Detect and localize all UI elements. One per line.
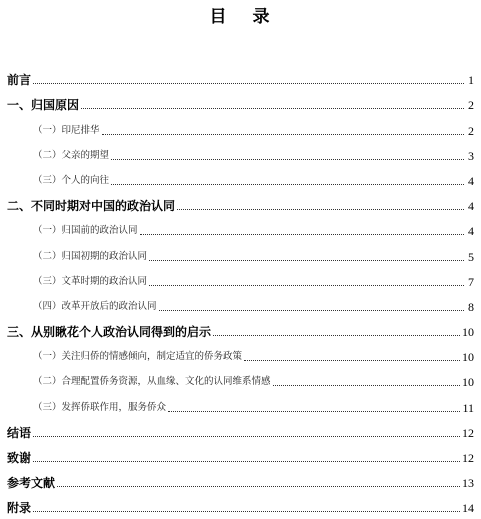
toc-entry[interactable] bbox=[0, 217, 481, 242]
toc-entry-label: 结语 bbox=[7, 425, 32, 440]
toc-entry-label: 致谢 bbox=[7, 451, 32, 465]
toc-entry-page-number: 4 bbox=[468, 199, 474, 214]
toc-entry[interactable] bbox=[0, 66, 481, 91]
toc-entry-page-number: 10 bbox=[462, 325, 474, 340]
dot-leader bbox=[149, 259, 464, 261]
toc-entry-label: （三）发挥侨联作用，服务侨众 bbox=[33, 401, 167, 413]
toc-entry[interactable] bbox=[0, 444, 481, 469]
dot-leader bbox=[33, 435, 460, 437]
toc-entry-page-number: 4 bbox=[468, 224, 474, 239]
toc-entry-page-number: 10 bbox=[462, 350, 474, 365]
toc-entry-page-number: 11 bbox=[462, 400, 474, 415]
dot-leader bbox=[102, 133, 464, 135]
toc-entry[interactable] bbox=[0, 242, 481, 267]
toc-entry-label: （二）归国初期的政治认同 bbox=[33, 250, 148, 262]
dot-leader bbox=[149, 284, 464, 286]
dot-leader bbox=[140, 233, 464, 235]
toc-entry[interactable] bbox=[0, 318, 481, 343]
dot-leader bbox=[244, 359, 460, 361]
table-of-contents bbox=[0, 66, 481, 519]
toc-entry[interactable] bbox=[0, 393, 481, 418]
toc-entry-label: 一、归国原因 bbox=[7, 98, 80, 113]
toc-entry-page-number: 8 bbox=[468, 299, 474, 314]
toc-entry-page-number: 3 bbox=[468, 148, 474, 163]
toc-entry[interactable] bbox=[0, 268, 481, 293]
dot-leader bbox=[111, 183, 464, 185]
toc-entry[interactable] bbox=[0, 142, 481, 167]
toc-entry-label: （一）关注归侨的情感倾向，制定适宜的侨务政策 bbox=[33, 351, 243, 363]
toc-entry[interactable] bbox=[0, 167, 481, 192]
dot-leader bbox=[57, 485, 460, 487]
toc-entry-page-number: 2 bbox=[468, 123, 474, 138]
toc-entry[interactable] bbox=[0, 192, 481, 217]
toc-entry-page-number: 5 bbox=[468, 249, 474, 264]
dot-leader bbox=[273, 384, 460, 386]
title-char-1: 目 bbox=[209, 7, 229, 27]
toc-entry-page-number: 7 bbox=[468, 274, 474, 289]
toc-entry[interactable] bbox=[0, 343, 481, 368]
dot-leader bbox=[33, 82, 464, 84]
dot-leader bbox=[168, 410, 460, 412]
toc-entry[interactable] bbox=[0, 91, 481, 116]
page-title bbox=[0, 5, 481, 29]
toc-entry-label: 三、从别瞅花个人政治认同得到的启示 bbox=[7, 325, 212, 340]
toc-entry-label: （一）印尼排华 bbox=[33, 124, 100, 136]
toc-entry[interactable] bbox=[0, 293, 481, 318]
toc-entry-page-number: 12 bbox=[462, 451, 474, 465]
dot-leader bbox=[33, 510, 460, 512]
toc-entry-page-number: 1 bbox=[468, 73, 474, 88]
toc-entry-label: （三）个人的向往 bbox=[33, 174, 110, 186]
toc-entry-label: 二、不同时期对中国的政治认同 bbox=[7, 199, 176, 214]
toc-entry[interactable] bbox=[0, 116, 481, 141]
dot-leader bbox=[111, 158, 464, 160]
toc-entry[interactable] bbox=[0, 494, 481, 519]
toc-entry-label: （四）改革开放后的政治认同 bbox=[33, 300, 157, 312]
toc-entry-page-number: 14 bbox=[462, 501, 474, 516]
toc-entry-label: 参考文献 bbox=[7, 476, 56, 491]
toc-entry-label: （三）文革时期的政治认同 bbox=[33, 275, 148, 287]
toc-entry[interactable] bbox=[0, 419, 481, 444]
dot-leader bbox=[213, 334, 460, 336]
dot-leader bbox=[177, 208, 464, 210]
toc-entry[interactable] bbox=[0, 469, 481, 494]
toc-entry-page-number: 13 bbox=[462, 476, 474, 491]
toc-entry-label: （二）合理配置侨务资源，从血缘、文化的认同维系情感 bbox=[33, 376, 271, 388]
dot-leader bbox=[81, 107, 464, 109]
toc-entry-label: （一）归国前的政治认同 bbox=[33, 225, 138, 237]
toc-entry-page-number: 10 bbox=[462, 375, 474, 390]
toc-entry-page-number: 4 bbox=[468, 173, 474, 188]
dot-leader bbox=[33, 460, 460, 462]
toc-entry-page-number: 12 bbox=[462, 425, 474, 440]
toc-entry[interactable] bbox=[0, 368, 481, 393]
toc-entry-page-number: 2 bbox=[468, 98, 474, 113]
toc-entry-label: 附录 bbox=[7, 501, 32, 516]
toc-entry-label: 前言 bbox=[7, 73, 32, 88]
title-char-2: 录 bbox=[252, 7, 272, 27]
dot-leader bbox=[159, 309, 464, 311]
toc-entry-label: （二）父亲的期望 bbox=[33, 149, 110, 161]
